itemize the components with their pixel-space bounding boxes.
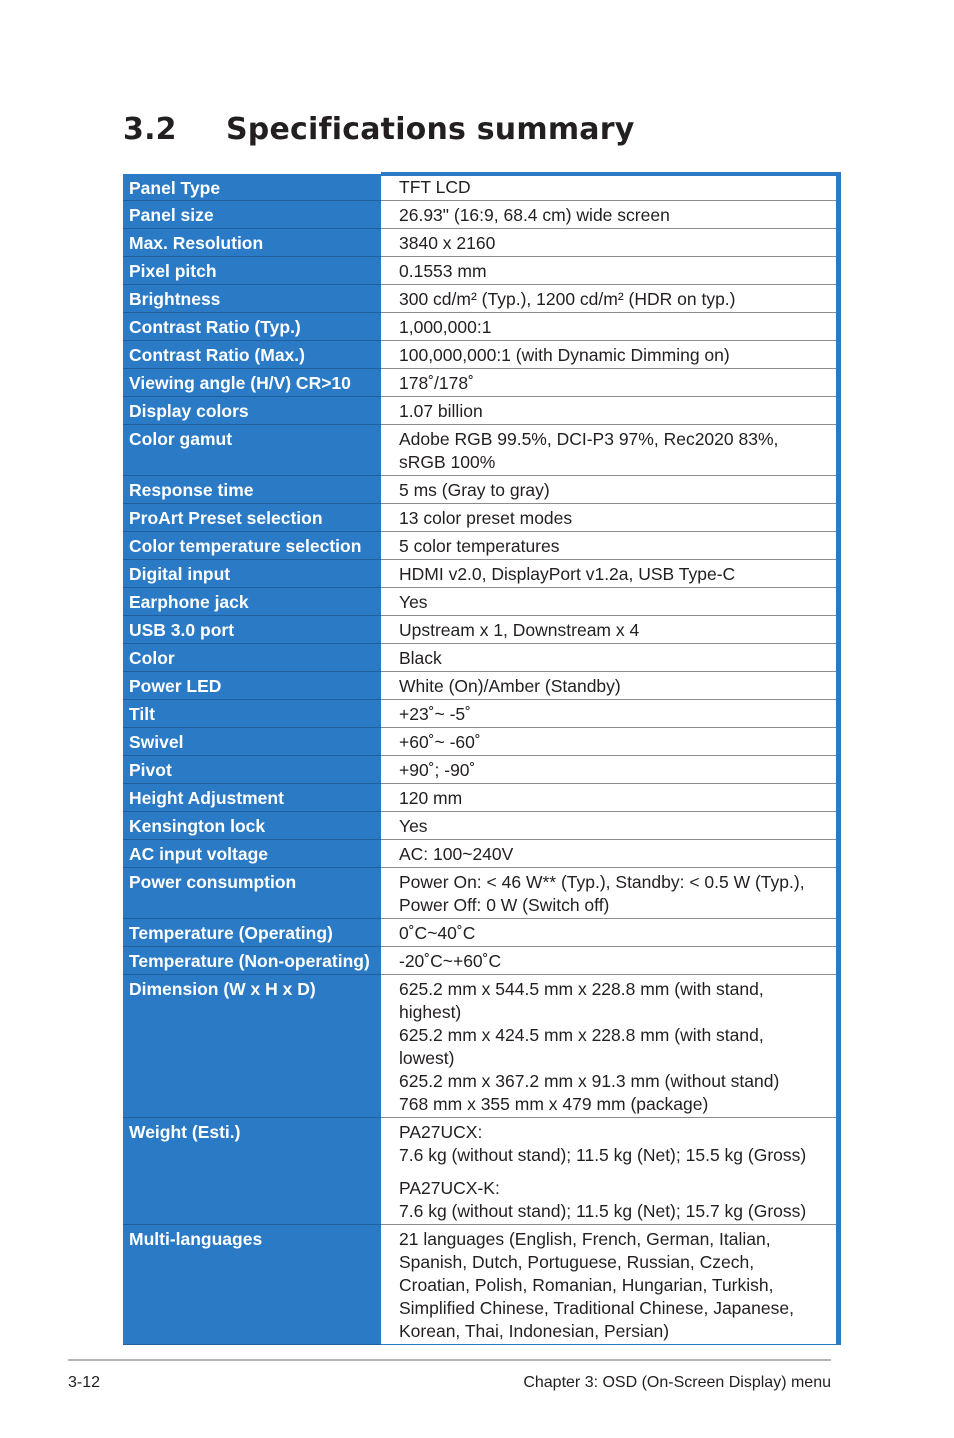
spec-row bbox=[123, 369, 838, 397]
spec-value-line: lowest) bbox=[399, 1048, 455, 1068]
spec-label: Power LED bbox=[123, 672, 381, 700]
spec-value-line: HDMI v2.0, DisplayPort v1.2a, USB Type-C bbox=[399, 564, 736, 584]
spec-value bbox=[381, 975, 838, 1118]
spec-value-line: 625.2 mm x 424.5 mm x 228.8 mm (with stand, bbox=[399, 1025, 764, 1045]
spec-value bbox=[381, 700, 838, 728]
spec-value-line: Black bbox=[399, 648, 442, 668]
spec-value-line: 768 mm x 355 mm x 479 mm (package) bbox=[399, 1094, 709, 1114]
spec-row bbox=[123, 532, 838, 560]
spec-row bbox=[123, 728, 838, 756]
spec-value-line: Yes bbox=[399, 592, 428, 612]
spec-row bbox=[123, 975, 838, 1118]
spec-row bbox=[123, 1225, 838, 1345]
spec-value-line: -20˚C~+60˚C bbox=[399, 951, 502, 971]
spec-row bbox=[123, 672, 838, 700]
spec-value-line: +23˚~ -5˚ bbox=[399, 704, 471, 724]
spec-row bbox=[123, 560, 838, 588]
spec-label: ProArt Preset selection bbox=[123, 504, 381, 532]
spec-value-line: Spanish, Dutch, Portuguese, Russian, Czech, bbox=[399, 1252, 755, 1272]
spec-value-line: 13 color preset modes bbox=[399, 508, 573, 528]
spec-row bbox=[123, 229, 838, 257]
spec-value-line: 26.93" (16:9, 68.4 cm) wide screen bbox=[399, 205, 670, 225]
specifications-table bbox=[123, 172, 841, 1345]
spec-value bbox=[381, 1225, 838, 1345]
spec-label: Color temperature selection bbox=[123, 532, 381, 560]
spec-value bbox=[381, 257, 838, 285]
section-number: 3.2 bbox=[123, 112, 177, 147]
spec-row bbox=[123, 700, 838, 728]
spec-row bbox=[123, 616, 838, 644]
spec-label: USB 3.0 port bbox=[123, 616, 381, 644]
chapter-title: Chapter 3: OSD (On-Screen Display) menu bbox=[523, 1374, 831, 1391]
spec-value bbox=[381, 504, 838, 532]
footer-divider bbox=[68, 1359, 831, 1361]
spec-row bbox=[123, 397, 838, 425]
spec-value-spacer bbox=[399, 1167, 830, 1177]
spec-value-line: 3840 x 2160 bbox=[399, 233, 496, 253]
spec-value-line: 625.2 mm x 544.5 mm x 228.8 mm (with stand, bbox=[399, 979, 764, 999]
spec-label: Contrast Ratio (Max.) bbox=[123, 341, 381, 369]
spec-value-line: TFT LCD bbox=[399, 177, 471, 197]
spec-row bbox=[123, 868, 838, 919]
spec-value-line: PA27UCX-K: bbox=[399, 1178, 500, 1198]
spec-label: Earphone jack bbox=[123, 588, 381, 616]
spec-value-line: 7.6 kg (without stand); 11.5 kg (Net); 15.5 kg (Gross) bbox=[399, 1145, 807, 1165]
spec-value-line: 300 cd/m² (Typ.), 1200 cd/m² (HDR on typ.) bbox=[399, 289, 736, 309]
spec-value-line: Yes bbox=[399, 816, 428, 836]
spec-value-line: Power On: < 46 W** (Typ.), Standby: < 0.5 W (Typ.), bbox=[399, 872, 805, 892]
spec-value-line: Croatian, Polish, Romanian, Hungarian, Turkish, bbox=[399, 1275, 774, 1295]
spec-value-line: AC: 100~240V bbox=[399, 844, 514, 864]
spec-label: Temperature (Operating) bbox=[123, 919, 381, 947]
spec-row bbox=[123, 285, 838, 313]
spec-row bbox=[123, 840, 838, 868]
spec-label: Pixel pitch bbox=[123, 257, 381, 285]
spec-label: Kensington lock bbox=[123, 812, 381, 840]
spec-value-line: 5 color temperatures bbox=[399, 536, 560, 556]
spec-label: Pivot bbox=[123, 756, 381, 784]
spec-row bbox=[123, 588, 838, 616]
spec-value-line: 0.1553 mm bbox=[399, 261, 487, 281]
spec-label: Weight (Esti.) bbox=[123, 1118, 381, 1225]
spec-label: Response time bbox=[123, 476, 381, 504]
spec-label: Height Adjustment bbox=[123, 784, 381, 812]
spec-value bbox=[381, 919, 838, 947]
spec-row bbox=[123, 504, 838, 532]
spec-row bbox=[123, 257, 838, 285]
spec-row bbox=[123, 1118, 838, 1225]
spec-value-line: sRGB 100% bbox=[399, 452, 496, 472]
spec-value bbox=[381, 397, 838, 425]
spec-label: Contrast Ratio (Typ.) bbox=[123, 313, 381, 341]
spec-row bbox=[123, 784, 838, 812]
spec-value-line: 625.2 mm x 367.2 mm x 91.3 mm (without stand) bbox=[399, 1071, 780, 1091]
spec-value bbox=[381, 616, 838, 644]
spec-label: Digital input bbox=[123, 560, 381, 588]
spec-value-line: 100,000,000:1 (with Dynamic Dimming on) bbox=[399, 345, 730, 365]
spec-label: Viewing angle (H/V) CR>10 bbox=[123, 369, 381, 397]
spec-value-line: Power Off: 0 W (Switch off) bbox=[399, 895, 610, 915]
section-heading bbox=[123, 112, 634, 147]
spec-value bbox=[381, 532, 838, 560]
spec-value-line: Upstream x 1, Downstream x 4 bbox=[399, 620, 640, 640]
page-number: 3-12 bbox=[68, 1374, 101, 1391]
spec-value bbox=[381, 425, 838, 476]
spec-row bbox=[123, 947, 838, 975]
spec-label: Color bbox=[123, 644, 381, 672]
spec-value-line: Adobe RGB 99.5%, DCI-P3 97%, Rec2020 83%, bbox=[399, 429, 779, 449]
spec-row bbox=[123, 174, 838, 201]
spec-label: Dimension (W x H x D) bbox=[123, 975, 381, 1118]
spec-value bbox=[381, 644, 838, 672]
spec-value-line: PA27UCX: bbox=[399, 1122, 483, 1142]
spec-label: Brightness bbox=[123, 285, 381, 313]
specifications-table-body bbox=[123, 174, 838, 1345]
spec-value-line: 5 ms (Gray to gray) bbox=[399, 480, 550, 500]
spec-value-line: Simplified Chinese, Traditional Chinese, Japanese, bbox=[399, 1298, 794, 1318]
spec-value bbox=[381, 728, 838, 756]
spec-label: Temperature (Non-operating) bbox=[123, 947, 381, 975]
spec-value-line: 1.07 billion bbox=[399, 401, 483, 421]
spec-row bbox=[123, 812, 838, 840]
spec-label: Panel size bbox=[123, 201, 381, 229]
spec-value bbox=[381, 174, 838, 201]
spec-label: Swivel bbox=[123, 728, 381, 756]
spec-row bbox=[123, 756, 838, 784]
spec-row bbox=[123, 341, 838, 369]
spec-value bbox=[381, 313, 838, 341]
spec-value bbox=[381, 756, 838, 784]
spec-value bbox=[381, 341, 838, 369]
spec-row bbox=[123, 476, 838, 504]
spec-value-line: Korean, Thai, Indonesian, Persian) bbox=[399, 1321, 670, 1341]
spec-label: AC input voltage bbox=[123, 840, 381, 868]
spec-value bbox=[381, 588, 838, 616]
spec-value bbox=[381, 201, 838, 229]
spec-label: Color gamut bbox=[123, 425, 381, 476]
spec-row bbox=[123, 425, 838, 476]
spec-value-line: 21 languages (English, French, German, Italian, bbox=[399, 1229, 771, 1249]
spec-value-line: White (On)/Amber (Standby) bbox=[399, 676, 621, 696]
spec-value bbox=[381, 476, 838, 504]
spec-label: Power consumption bbox=[123, 868, 381, 919]
spec-value-line: highest) bbox=[399, 1002, 462, 1022]
spec-label: Panel Type bbox=[123, 174, 381, 201]
spec-value-line: 178˚/178˚ bbox=[399, 373, 474, 393]
spec-row bbox=[123, 313, 838, 341]
spec-value bbox=[381, 812, 838, 840]
spec-value-line: 0˚C~40˚C bbox=[399, 923, 476, 943]
spec-value bbox=[381, 868, 838, 919]
section-title: Specifications summary bbox=[226, 112, 635, 147]
spec-value-line: +60˚~ -60˚ bbox=[399, 732, 481, 752]
spec-value bbox=[381, 1118, 838, 1225]
spec-value bbox=[381, 285, 838, 313]
spec-row bbox=[123, 919, 838, 947]
spec-value-line: 7.6 kg (without stand); 11.5 kg (Net); 15.7 kg (Gross) bbox=[399, 1201, 807, 1221]
spec-value bbox=[381, 560, 838, 588]
spec-value bbox=[381, 947, 838, 975]
spec-value bbox=[381, 369, 838, 397]
spec-value bbox=[381, 229, 838, 257]
spec-value-line: 1,000,000:1 bbox=[399, 317, 492, 337]
spec-label: Display colors bbox=[123, 397, 381, 425]
spec-label: Max. Resolution bbox=[123, 229, 381, 257]
spec-row bbox=[123, 644, 838, 672]
spec-label: Multi-languages bbox=[123, 1225, 381, 1345]
spec-value bbox=[381, 840, 838, 868]
spec-value-line: +90˚; -90˚ bbox=[399, 760, 476, 780]
spec-value-line: 120 mm bbox=[399, 788, 463, 808]
spec-label: Tilt bbox=[123, 700, 381, 728]
spec-row bbox=[123, 201, 838, 229]
spec-value bbox=[381, 672, 838, 700]
spec-value bbox=[381, 784, 838, 812]
